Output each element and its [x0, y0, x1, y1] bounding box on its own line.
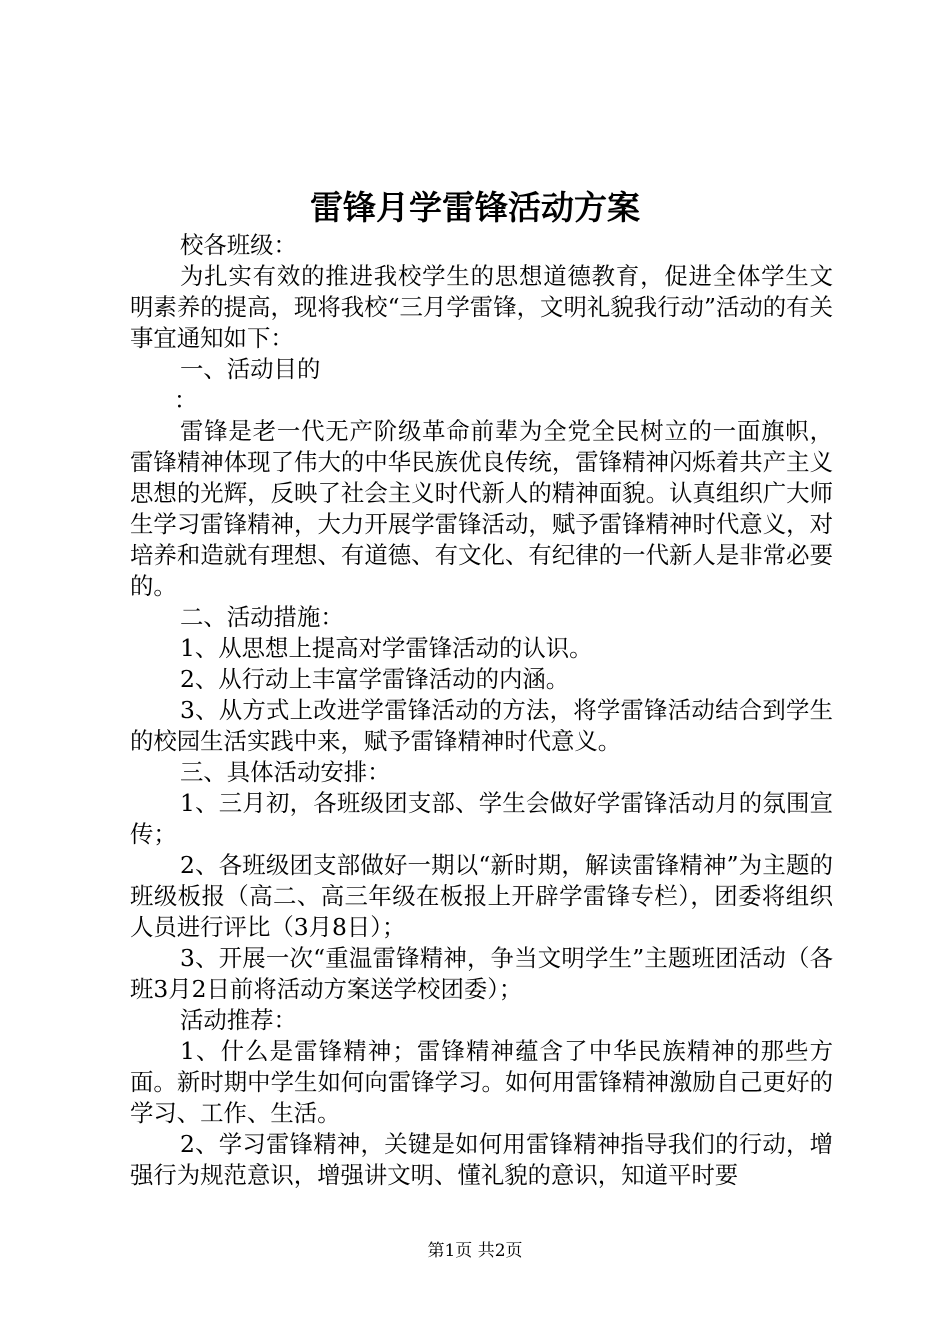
purpose-paragraph: 雷锋是老一代无产阶级革命前辈为全党全民树立的一面旗帜，雷锋精神体现了伟大的中华民族优良传统，雷锋精神闪烁着共产主义思想的光辉，反映了社会主义时代新人的精神面貌。认真组织广大师生学习雷锋精神，大力开展学雷锋活动，赋予雷锋精神时代意义，对培养和造就有理想、有道德、有文化、有纪律的一代新人是非常必要的。 [130, 417, 833, 600]
arrangement-item-2: 2、各班级团支部做好一期以“新时期，解读雷锋精神”为主题的班级板报（高二、高三年级在板报上开辟学雷锋专栏），团委将组织人员进行评比（3月8日）； [130, 851, 833, 941]
section-heading-measures: 二、活动措施： [180, 603, 344, 631]
recommendation-item-2: 2、学习雷锋精神，关键是如何用雷锋精神指导我们的行动，增强行为规范意识，增强讲文明、懂礼貌的意识，知道平时要 [130, 1130, 833, 1189]
dangling-colon: ： [174, 386, 198, 414]
arrangement-item-1: 1、三月初，各班级团支部、学生会做好学雷锋活动月的氛围宣传； [130, 789, 833, 848]
page-footer: 第1页 共2页 [427, 1241, 523, 1261]
measure-item-1: 1、从思想上提高对学雷锋活动的认识。 [180, 634, 593, 662]
intro-paragraph: 为扎实有效的推进我校学生的思想道德教育，促进全体学生文明素养的提高，现将我校“三月学雷锋，文明礼貌我行动”活动的有关事宜通知如下： [130, 262, 833, 352]
salutation: 校各班级： [180, 231, 297, 259]
measure-item-2: 2、从行动上丰富学雷锋活动的内涵。 [180, 665, 570, 693]
measure-item-3: 3、从方式上改进学雷锋活动的方法，将学雷锋活动结合到学生的校园生活实践中来，赋予雷锋精神时代意义。 [130, 696, 833, 755]
document-body [130, 230, 833, 1191]
section-heading-arrangements: 三、具体活动安排： [180, 758, 391, 786]
arrangement-item-3: 3、开展一次“重温雷锋精神，争当文明学生”主题班团活动（各班3月2日前将活动方案送学校团委）； [130, 944, 833, 1003]
recommendations-heading: 活动推荐： [180, 1006, 297, 1034]
document-title: 雷锋月学雷锋活动方案 [310, 188, 640, 227]
recommendation-item-1: 1、什么是雷锋精神；雷锋精神蕴含了中华民族精神的那些方面。新时期中学生如何向雷锋学习。如何用雷锋精神激励自己更好的学习、工作、生活。 [130, 1037, 833, 1127]
section-heading-purpose: 一、活动目的 [180, 355, 321, 383]
